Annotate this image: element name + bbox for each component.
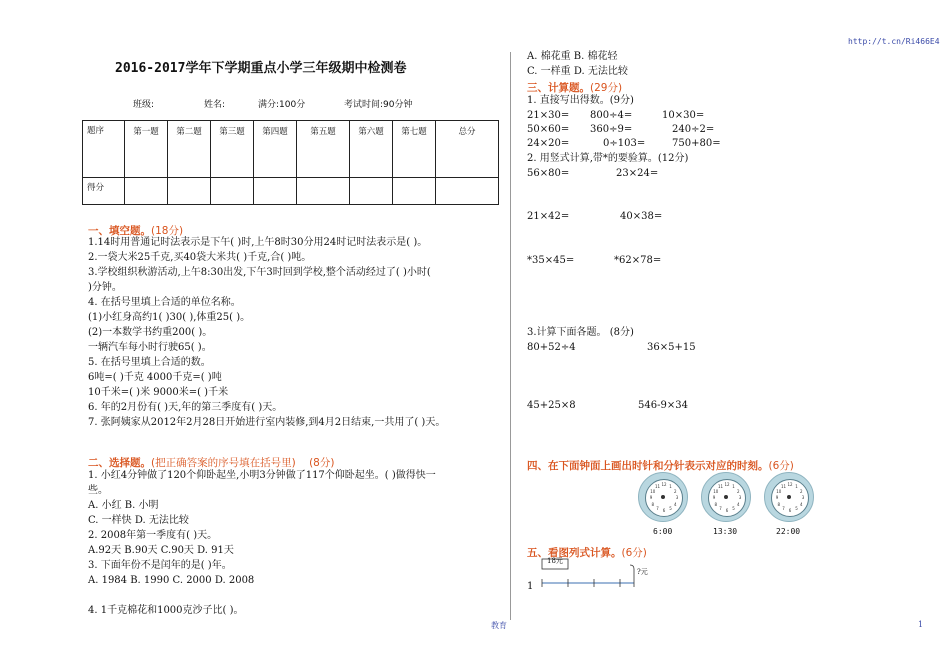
clock-numeral: 5 bbox=[795, 506, 798, 512]
question-line: 3. 下面年份不是闰年的是( )年。 bbox=[88, 560, 232, 571]
section1-body bbox=[88, 236, 445, 431]
calc-item: 240÷2= bbox=[672, 124, 715, 135]
clock-numeral: 11 bbox=[780, 483, 787, 489]
full-score-label: 满分:100分 bbox=[258, 100, 306, 110]
section1-points: (18分) bbox=[151, 225, 184, 237]
clock-numeral: 4 bbox=[673, 501, 677, 507]
question-line: 1. 小红4分钟做了120个仰卧起坐,小明3分钟做了117个仰卧起坐。( )做得快一 bbox=[88, 470, 436, 481]
vertical-calc: *62×78= bbox=[614, 255, 662, 266]
clock-numeral: 1 bbox=[795, 483, 798, 489]
score-cell[interactable] bbox=[350, 178, 393, 205]
question-line: 6吨=( )千克 4000千克=( )吨 bbox=[88, 372, 222, 383]
clock-face-icon[interactable] bbox=[638, 472, 688, 522]
clock-numeral: 6 bbox=[662, 508, 666, 513]
clock-face-icon[interactable] bbox=[764, 472, 814, 522]
row-header-order: 题序 bbox=[83, 121, 125, 178]
score-cell[interactable] bbox=[436, 178, 499, 205]
col-q5: 第五题 bbox=[297, 121, 350, 178]
section3-sub2: 2. 用竖式计算,带*的要验算。(12分) bbox=[527, 153, 689, 164]
calc-item: 800÷4= bbox=[590, 110, 633, 121]
col-q1: 第一题 bbox=[125, 121, 168, 178]
section1-title: 一、填空题。 bbox=[88, 225, 151, 237]
question-line: 4. 1千克棉花和1000克沙子比( )。 bbox=[88, 605, 244, 616]
section2-points: (8分) bbox=[309, 457, 335, 469]
col-q7: 第七题 bbox=[393, 121, 436, 178]
section4-title: 四、在下面钟面上画出时针和分针表示对应的时刻。 bbox=[527, 460, 769, 472]
clock-numeral: 1 bbox=[732, 483, 735, 489]
calc-item: 0÷103= bbox=[603, 138, 646, 149]
score-cell[interactable] bbox=[393, 178, 436, 205]
question-line: 一辆汽车每小时行驶65( )。 bbox=[88, 342, 212, 353]
class-label: 班级: bbox=[133, 100, 155, 110]
clock-numeral: 3 bbox=[738, 495, 742, 500]
clock-numeral: 3 bbox=[801, 495, 805, 500]
question-line: 5. 在括号里填上合适的数。 bbox=[88, 357, 211, 368]
footer-center[interactable]: 教育 bbox=[491, 621, 507, 630]
question-line: 2. 2008年第一季度有( )天。 bbox=[88, 530, 218, 541]
clock-numeral: 9 bbox=[775, 495, 779, 500]
section3-points: (29分) bbox=[590, 82, 623, 94]
col-total: 总分 bbox=[436, 121, 499, 178]
section2-title: 二、选择题。 bbox=[88, 457, 151, 469]
clock-numeral: 8 bbox=[777, 501, 780, 507]
clock-numeral: 5 bbox=[732, 506, 735, 512]
calc-item: 21×30= bbox=[527, 110, 570, 121]
section3-sub1: 1. 直接写出得数。(9分) bbox=[527, 95, 634, 106]
col-q6: 第六题 bbox=[350, 121, 393, 178]
clock-numeral: 7 bbox=[656, 506, 659, 512]
option-line: A. 小红 B. 小明 bbox=[88, 500, 159, 511]
question-line: (2)一本数学书约重200( )。 bbox=[88, 327, 213, 338]
option-line: C. 一样快 D. 无法比较 bbox=[88, 515, 189, 526]
clock-numeral: 8 bbox=[714, 501, 717, 507]
mixed-calc: 546-9×34 bbox=[638, 400, 688, 411]
question-line: (1)小红身高约1( )30( ),体重25( )。 bbox=[88, 312, 251, 323]
column-divider bbox=[510, 52, 511, 620]
clock-numeral: 10 bbox=[713, 488, 719, 494]
score-cell[interactable] bbox=[297, 178, 350, 205]
clock-label: 6:00 bbox=[653, 527, 673, 536]
clock-numeral: 12 bbox=[724, 482, 730, 487]
name-label: 姓名: bbox=[204, 100, 226, 110]
clock-label: 13:30 bbox=[713, 527, 738, 536]
source-url[interactable]: http://t.cn/Ri466E4 bbox=[848, 37, 940, 46]
clock-numeral: 7 bbox=[782, 506, 785, 512]
clock-numeral: 9 bbox=[712, 495, 716, 500]
vertical-calc: *35×45= bbox=[527, 255, 575, 266]
row-header-score: 得分 bbox=[83, 178, 125, 205]
vertical-calc: 40×38= bbox=[620, 211, 663, 222]
calc-item: 10×30= bbox=[662, 110, 705, 121]
exam-time-label: 考试时间:90分钟 bbox=[344, 100, 413, 110]
clock-numeral: 12 bbox=[787, 482, 793, 487]
segment-label-top: 18元 bbox=[547, 557, 563, 565]
clock-numeral: 12 bbox=[661, 482, 667, 487]
clock-numeral: 11 bbox=[717, 483, 724, 489]
question-line: 4. 在括号里填上合适的单位名称。 bbox=[88, 297, 241, 308]
clock-numeral: 2 bbox=[673, 488, 677, 494]
question-line: 1.14时用普通记时法表示是下午( )时,上午8时30分用24时记时法表示是( )。 bbox=[88, 237, 428, 248]
mixed-calc: 80+52÷4 bbox=[527, 342, 576, 353]
clock-numeral: 9 bbox=[649, 495, 653, 500]
clock-numeral: 6 bbox=[725, 508, 729, 513]
clock-numeral: 7 bbox=[719, 506, 722, 512]
question-line: 6. 年的2月份有( )天,年的第三季度有( )天。 bbox=[88, 402, 283, 413]
score-cell[interactable] bbox=[168, 178, 211, 205]
section2-note: (把正确答案的序号填在括号里) bbox=[151, 457, 296, 469]
segment-label-right: ?元 bbox=[637, 568, 648, 576]
section5-points: (6分) bbox=[621, 547, 647, 559]
clock-numeral: 8 bbox=[651, 501, 654, 507]
question-line: )分钟。 bbox=[88, 282, 122, 293]
vertical-calc: 23×24= bbox=[616, 168, 659, 179]
score-cell[interactable] bbox=[211, 178, 254, 205]
vertical-calc: 21×42= bbox=[527, 211, 570, 222]
clock-numeral: 2 bbox=[799, 488, 803, 494]
question-line: 2.一袋大米25千克,买40袋大米共( )千克,合( )吨。 bbox=[88, 252, 312, 263]
section3-sub3: 3.计算下面各题。 (8分) bbox=[527, 327, 634, 338]
clock-face-icon[interactable] bbox=[701, 472, 751, 522]
clock-numeral: 10 bbox=[650, 488, 656, 494]
question-line: 3.学校组织秋游活动,上午8:30出发,下午3时回到学校,整个活动经过了( )小时( bbox=[88, 267, 431, 278]
col-q2: 第二题 bbox=[168, 121, 211, 178]
col-q3: 第三题 bbox=[211, 121, 254, 178]
page-title: 2016-2017学年下学期重点小学三年级期中检测卷 bbox=[115, 61, 407, 76]
vertical-calc: 56×80= bbox=[527, 168, 570, 179]
calc-item: 360÷9= bbox=[590, 124, 633, 135]
clock-numeral: 2 bbox=[736, 488, 740, 494]
score-cell[interactable] bbox=[125, 178, 168, 205]
clock-numeral: 4 bbox=[736, 501, 740, 507]
clock-numeral: 3 bbox=[675, 495, 679, 500]
score-cell[interactable] bbox=[254, 178, 297, 205]
section4-heading bbox=[527, 458, 794, 473]
question-line: 些。 bbox=[88, 485, 108, 496]
clock-numeral: 6 bbox=[788, 508, 792, 513]
option-line: A.92天 B.90天 C.90天 D. 91天 bbox=[88, 545, 234, 556]
clock-numeral: 5 bbox=[669, 506, 672, 512]
question-line: 7. 张阿姨家从2012年2月28日开始进行室内装修,到4月2日结束,一共用了( )天。 bbox=[88, 417, 446, 428]
option-line: A. 棉花重 B. 棉花轻 bbox=[527, 51, 618, 62]
col-q4: 第四题 bbox=[254, 121, 297, 178]
calc-item: 50×60= bbox=[527, 124, 570, 135]
section4-points: (6分) bbox=[768, 460, 794, 472]
section2-body bbox=[88, 469, 436, 619]
section3-heading bbox=[527, 80, 622, 95]
section5-title: 五、看图列式计算。 bbox=[527, 547, 622, 559]
clock-numeral: 1 bbox=[669, 483, 672, 489]
option-line: C. 一样重 D. 无法比较 bbox=[527, 66, 628, 77]
calc-item: 750+80= bbox=[672, 138, 721, 149]
question-line: 10千米=( )米 9000米=( )千米 bbox=[88, 387, 229, 398]
page-number: 1 bbox=[918, 620, 924, 629]
clock-numeral: 11 bbox=[654, 483, 661, 489]
clock-label: 22:00 bbox=[776, 527, 801, 536]
mixed-calc: 36×5+15 bbox=[647, 342, 696, 353]
score-table bbox=[82, 120, 499, 205]
question-number: 1 bbox=[527, 581, 534, 592]
clock-numeral: 4 bbox=[799, 501, 803, 507]
section3-title: 三、计算题。 bbox=[527, 82, 590, 94]
section2-heading bbox=[88, 455, 334, 470]
mixed-calc: 45+25×8 bbox=[527, 400, 576, 411]
option-line: A. 1984 B. 1990 C. 2000 D. 2008 bbox=[88, 575, 255, 586]
calc-item: 24×20= bbox=[527, 138, 570, 149]
clock-numeral: 10 bbox=[776, 488, 782, 494]
right-options bbox=[527, 50, 628, 80]
